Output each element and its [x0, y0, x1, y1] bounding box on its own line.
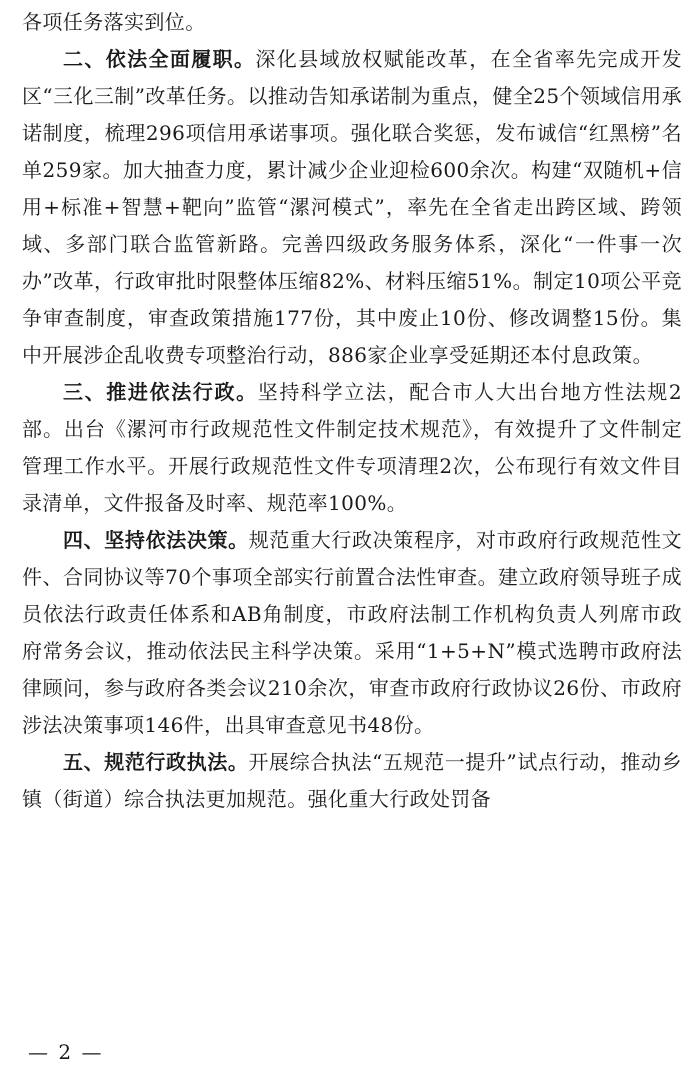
page-number: — 2 —	[28, 1040, 104, 1064]
section-four-body: 规范重大行政决策程序，对市政府行政规范性文件、合同协议等70个事项全部实行前置合法性审查。建立政府领导班子成员依法行政责任体系和AB角制度，市政府法制工作机构负责人列席市政府常务会议，推动依法民主科学决策。采用“1+5+N”模式选聘市政府法律顾问，参与政府各类会议210余次，审查市政府行政协议26份、市政府涉法决策事项146件，出具审查意见书48份。	[22, 528, 682, 737]
section-three-heading: 三、推进依法行政。	[63, 380, 258, 404]
document-page	[22, 4, 682, 818]
section-two-heading: 二、依法全面履职。	[63, 47, 256, 71]
intro-line: 各项任务落实到位。	[22, 10, 206, 34]
section-four	[22, 522, 682, 744]
section-five	[22, 744, 682, 818]
section-two	[22, 41, 682, 374]
section-three	[22, 374, 682, 522]
section-three-body: 坚持科学立法，配合市人大出台地方性法规2部。出台《漯河市行政规范性文件制定技术规范》，有效提升了文件制定管理工作水平。开展行政规范性文件专项清理2次，公布现行有效文件目录清单，文件报备及时率、规范率100%。	[22, 380, 682, 515]
section-two-body: 深化县域放权赋能改革，在全省率先完成开发区“三化三制”改革任务。以推动告知承诺制为重点，健全25个领域信用承诺制度，梳理296项信用承诺事项。强化联合奖惩，发布诚信“红黑榜”名单259家。加大抽查力度，累计减少企业迎检600余次。构建“双随机+信用+标准+智慧+靶向”监管“漯河模式”，率先在全省走出跨区域、跨领域、多部门联合监管新路。完善四级政务服务体系，深化“一件事一次办”改革，行政审批时限整体压缩82%、材料压缩51%。制定10项公平竞争审查制度，审查政策措施177份，其中废止10份、修改调整15份。集中开展涉企乱收费专项整治行动，886家企业享受延期还本付息政策。	[22, 47, 682, 367]
section-five-heading: 五、规范行政执法。	[63, 750, 249, 774]
section-five-body: 开展综合执法“五规范一提升”试点行动，推动乡镇（街道）综合执法更加规范。强化重大行政处罚备	[22, 750, 683, 811]
section-four-heading: 四、坚持依法决策。	[63, 528, 249, 552]
